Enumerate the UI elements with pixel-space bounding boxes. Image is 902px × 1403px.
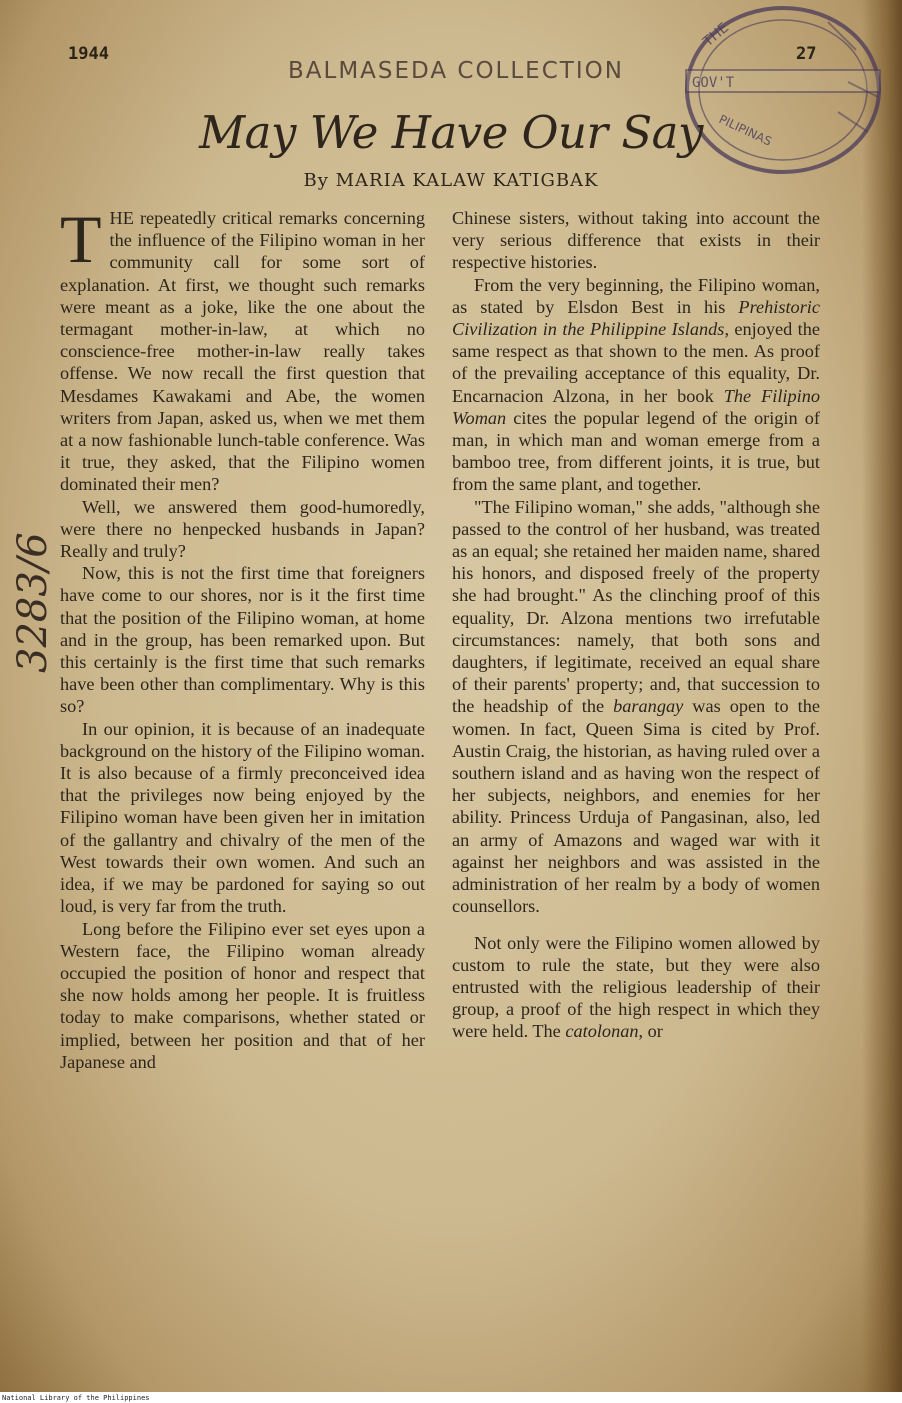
page-edge-shadow [862,0,902,1392]
paragraph: From the very beginning, the Filipino woman, as stated by Elsdon Best in his Prehistoric Civilization in the Philippine Islands, enjoyed the same respect as that shown to the men. As proof of the prevailing acceptance of this equality, Dr. Encarnacion Alzona, in her book The Filipino Woman cites the popular legend of the origin of man, in which man and woman emerge from a bamboo tree, from different joints, it is true, but from the same plant, and together. [452,274,820,495]
book-title: Prehistoric Civilization in the Philippine Islands [452,296,820,340]
paragraph: Well, we answered them good-humoredly, were there no henpecked husbands in Japan? Really and truly? [60,496,425,562]
paragraph: THE repeatedly critical remarks concerning the influence of the Filipino woman in her community call for some sort of explanation. At first, we thought such remarks were meant as a joke, like the one about the termagant mother-in-law, at which no conscience-free mother-in-law really takes offense. We now recall the first question that Mesdames Kawakami and Abe, the women writers from Japan, asked us, when we met them at a now fashionable lunch-table conference. Was it true, they asked, that the Filipino women dominated their men? [60,201,425,495]
page-number: 27 [796,44,817,64]
paragraph: Chinese sisters, without taking into account the very serious difference that exists in their respective histories. [452,208,820,273]
drop-cap: T [60,201,102,277]
collection-label: BALMASEDA COLLECTION [288,58,624,84]
stamp-middle-text: GOV'T [692,75,735,91]
stamp-top-text: THE [700,19,732,51]
article-column-left [60,201,425,1073]
article-column-right [452,207,820,1043]
paragraph: "The Filipino woman," she adds, "although she passed to the control of her husband, was treated as an equal; she retained her maiden name, shared his honors, and disposed freely of the property she had brought." As the clinching proof of this equality, Dr. Alzona mentions two irrefutable circumstances: namely, that both sons and daughters, if legitimate, received an equal share of their parents' property; and, that succession to the headship of the barangay was open to the women. In fact, Queen Sima is cited by Prof. Austin Craig, the historian, as having ruled over a southern island and as having won the respect of her subjects, neighbors, and enemies for her ability. Princess Urduja of Pangasinan, also, led an army of Amazons and waged war with it against her neighbors and was assisted in the administration of her realm by a body of women counsellors. [452,496,820,917]
article-byline: By MARIA KALAW KATIGBAK [303,170,599,191]
paragraph: Not only were the Filipino women allowed by custom to rule the state, but they were also entrusted with the religious leadership of their group, a proof of the high respect in which they were held. The catolonan, or [452,932,820,1042]
book-title: The Filipino Woman [452,385,820,428]
header-year: 1944 [68,44,109,64]
stamp-bottom-text: PILIPINAS [716,112,774,149]
handwritten-number: 3283/6 [10,532,56,673]
paragraph: Long before the Filipino ever set eyes upon a Western face, the Filipino woman already occupied the position of honor and respect that she now holds among her people. It is fruitless today to make comparisons, whether stated or implied, between her position and that of her Japanese and [60,918,425,1072]
paragraph: In our opinion, it is because of an inadequate background on the history of the Filipino woman. It is also because of a firmly preconceived idea that the privileges now being enjoyed by the Filipino woman have been given her in imitation of the gallantry and chivalry of the men of the West towards their own women. And such an idea, if we may be pardoned for saying so out loud, is very far from the truth. [60,718,425,917]
footer-credit: National Library of the Philippines [2,1393,902,1403]
paragraph: Now, this is not the first time that foreigners have come to our shores, nor is it the first time that the position of the Filipino woman, at home and in the group, has been remarked upon. But this certainly is the first time that such remarks have been other than complimentary. Why is this so? [60,563,425,717]
italic-term: barangay [613,696,684,717]
italic-term: catolonan [565,1021,639,1042]
article-title: May We Have Our Say [199,106,703,159]
